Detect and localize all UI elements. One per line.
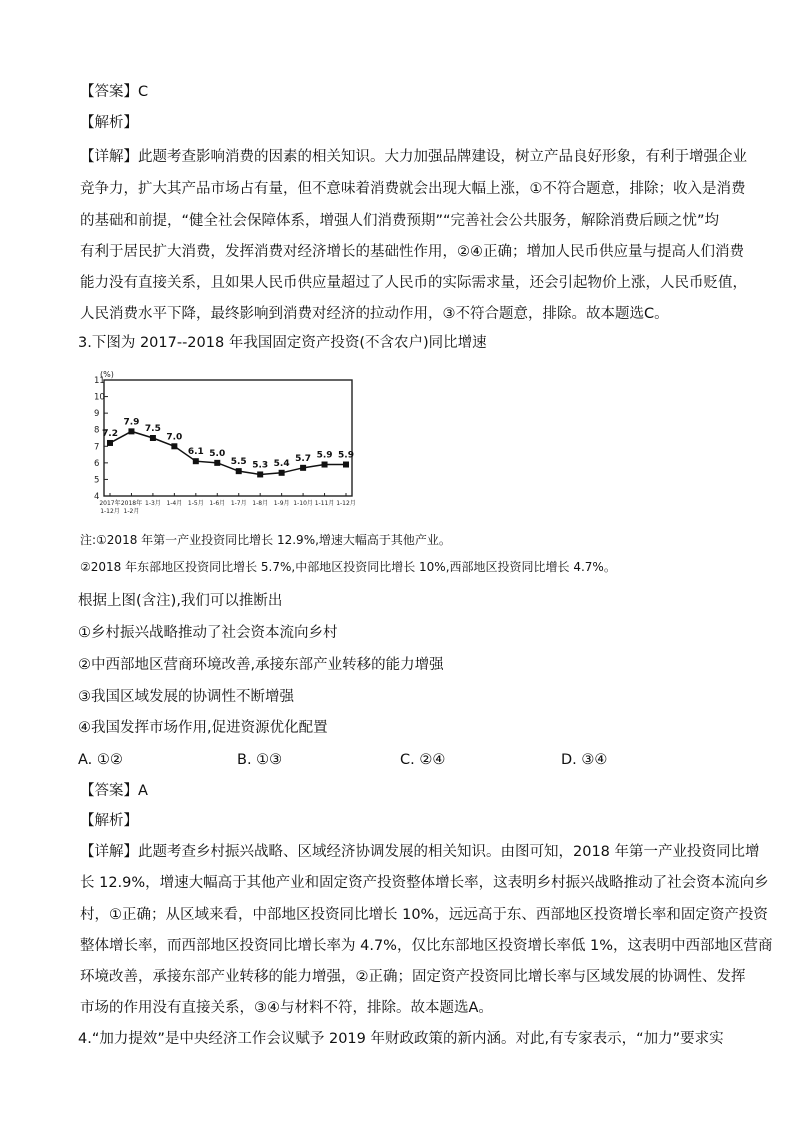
q3-note-2: ②2018 年东部地区投资同比增长 5.7%,中部地区投资同比增长 10%,西部地区投资同比增长 4.7%。 (80, 560, 616, 574)
q2-detail-line: 有利于居民扩大消费，发挥消费对经济增长的基础性作用，②④正确；增加人民币供应量与提高人们消费 (80, 244, 744, 260)
data-label: 7.5 (144, 424, 161, 434)
q3-prompt: 根据上图(含注),我们可以推断出 (78, 593, 283, 609)
y-axis-label: (%) (100, 370, 114, 379)
q3-detail-line: 村，①正确；从区域来看，中部地区投资同比增长 10%，远远高于东、西部地区投资增长率和固定资产投资 (80, 907, 768, 923)
data-label: 5.4 (273, 458, 290, 469)
x-tick-label: 1-5月 (187, 500, 204, 507)
data-label: 7.9 (123, 417, 140, 428)
q3-statement: ④我国发挥市场作用,促进资源优化配置 (78, 720, 328, 736)
data-point (193, 458, 199, 464)
data-point (322, 462, 328, 468)
data-point (257, 471, 263, 477)
data-point (150, 435, 156, 441)
y-tick-label: 7 (94, 442, 100, 453)
y-tick-label: 4 (94, 492, 100, 502)
data-label: 7.2 (102, 428, 118, 439)
x-tick-label-2: 1-12月 (100, 508, 120, 515)
data-point (107, 440, 113, 446)
q3-detail-line: 长 12.9%，增速大幅高于其他产业和固定资产投资整体增长率，这表明乡村振兴战略推动了社会资本流向乡 (80, 875, 769, 891)
q3-answer: 【答案】A (80, 783, 148, 799)
data-point (279, 470, 285, 476)
q2-detail-line: 竞争力，扩大其产品市场占有量，但不意味着消费就会出现大幅上涨，①不符合题意，排除；收入是消费 (80, 181, 746, 197)
q3-option-a: A. ①② (78, 752, 123, 768)
q2-analysis-label: 【解析】 (80, 115, 138, 131)
y-tick-label: 8 (94, 425, 100, 436)
x-tick-label: 1-6月 (209, 500, 226, 507)
q3-statement: ①乡村振兴战略推动了社会资本流向乡村 (78, 625, 338, 641)
data-label: 7.0 (166, 432, 183, 443)
data-point (214, 460, 220, 466)
x-tick-label: 2018年 (120, 500, 143, 507)
q3-detail-line: 整体增长率，而西部地区投资同比增长率为 4.7%，仅比东部地区投资增长率低 1%，这表明中西部地区营商 (80, 938, 773, 954)
x-tick-label: 1-12月 (336, 500, 356, 507)
x-tick-label: 2017年 (99, 500, 121, 507)
x-tick-label: 1-11月 (314, 500, 335, 507)
growth-chart (80, 366, 360, 524)
x-tick-label-2: 1-2月 (123, 508, 140, 515)
q2-detail-line: 人民消费水平下降，最终影响到消费对经济的拉动作用，③不符合题意，排除。故本题选C。 (80, 306, 669, 322)
q2-detail-line: 能力没有直接关系，且如果人民币供应量超过了人民币的实际需求量，还会引起物价上涨，人民币贬值， (80, 275, 747, 291)
q2-detail-line: 【详解】此题考查影响消费的因素的相关知识。大力加强品牌建设，树立产品良好形象，有利于增强企业 (80, 149, 747, 165)
q3-detail-line: 【详解】此题考查乡村振兴战略、区域经济协调发展的相关知识。由图可知，2018 年第一产业投资同比增 (80, 844, 760, 860)
plot-frame (104, 380, 352, 496)
q3-option-c: C. ②④ (400, 752, 446, 768)
q2-answer: 【答案】C (80, 84, 149, 100)
data-label: 5.0 (209, 448, 226, 459)
q4-stem: 4.“加力提效”是中央经济工作会议赋予 2019 年财政政策的新内涵。对此,有专家表示，“加力”要求实 (78, 1031, 724, 1047)
x-tick-label: 1-4月 (166, 500, 183, 507)
data-label: 6.1 (187, 447, 204, 458)
q3-detail-line: 环境改善，承接东部产业转移的能力增强，②正确；固定资产投资同比增长率与区域发展的协调性、发挥 (80, 969, 746, 985)
data-label: 5.7 (295, 453, 312, 464)
data-label: 5.3 (252, 460, 269, 471)
data-point (128, 428, 134, 434)
y-tick-label: 9 (94, 409, 100, 420)
data-label: 5.9 (338, 450, 354, 461)
x-tick-label: 1-8月 (252, 500, 269, 507)
data-point (343, 462, 349, 468)
y-tick-label: 10 (94, 392, 105, 403)
q3-detail-line: 市场的作用没有直接关系，③④与材料不符，排除。故本题选A。 (80, 1000, 493, 1016)
q3-note-1: 注:①2018 年第一产业投资同比增长 12.9%,增速大幅高于其他产业。 (80, 533, 451, 547)
q2-detail-line: 的基础和前提，“健全社会保障体系，增强人们消费预期”“完善社会公共服务，解除消费后顾之忧”均 (80, 213, 720, 229)
q3-stem: 3.下图为 2017--2018 年我国固定资产投资(不含农户)同比增速 (78, 335, 487, 351)
x-tick-label: 1-9月 (273, 500, 290, 507)
data-label: 5.5 (230, 457, 247, 468)
data-point (300, 465, 306, 471)
q3-statement: ③我国区域发展的协调性不断增强 (78, 689, 294, 705)
q3-statement: ②中西部地区营商环境改善,承接东部产业转移的能力增强 (78, 657, 444, 673)
data-label: 5.9 (316, 450, 333, 461)
y-tick-label: 5 (94, 475, 100, 486)
q3-analysis-label: 【解析】 (80, 813, 138, 829)
data-point (236, 468, 242, 474)
q3-option-d: D. ③④ (561, 752, 608, 768)
data-point (171, 443, 177, 449)
x-tick-label: 1-7月 (230, 500, 247, 507)
x-tick-label: 1-10月 (293, 500, 313, 507)
y-tick-label: 11 (94, 376, 105, 386)
q3-option-b: B. ①③ (237, 752, 283, 768)
y-tick-label: 6 (94, 458, 100, 469)
x-tick-label: 1-3月 (145, 500, 161, 507)
